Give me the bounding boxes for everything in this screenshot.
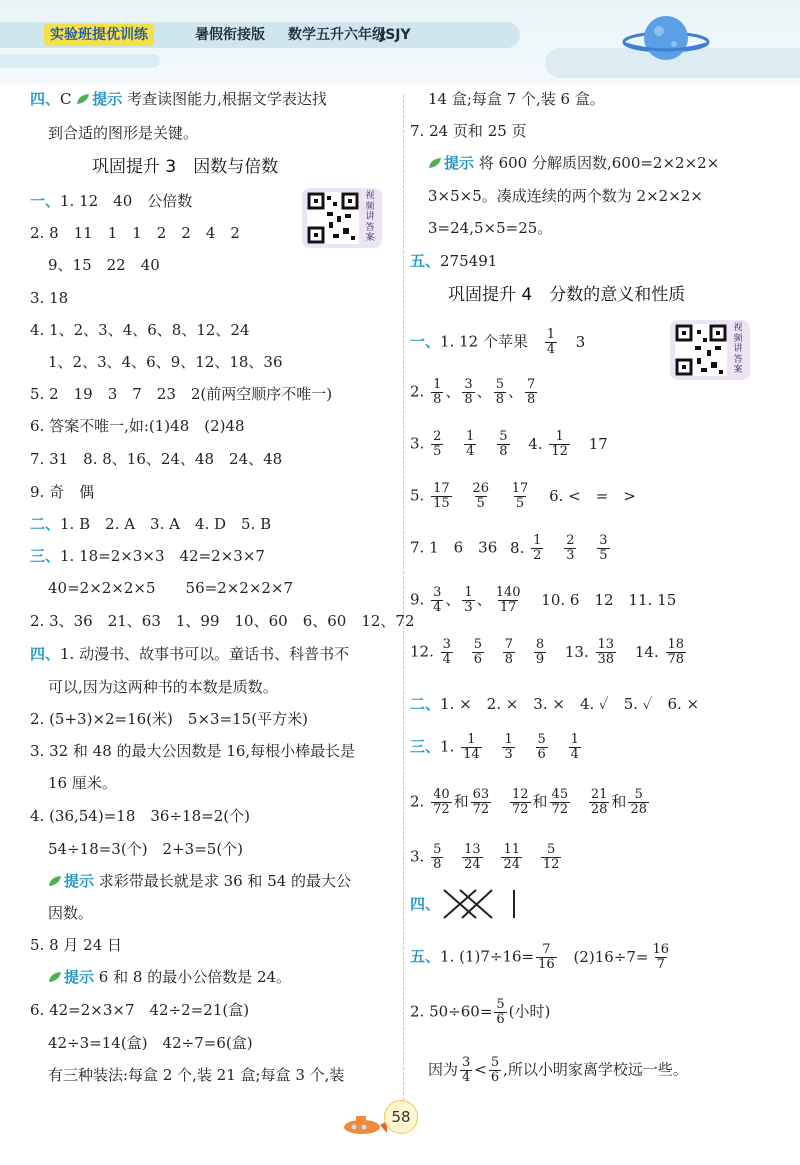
section-marker: 二、 (30, 515, 61, 533)
fraction: $\frac{1}{3}$ (504, 732, 513, 762)
edition-label: 暑假衔接版 (195, 27, 265, 43)
section-marker: 一、 (30, 192, 61, 210)
section-marker: 四、 (410, 895, 441, 913)
fraction: $\frac{5}{8}$ (495, 377, 504, 407)
tip-line (428, 152, 719, 174)
fraction: $\frac{45}{72}$ (551, 787, 569, 817)
answer-line: 有三种装法:每盒 2 个,装 21 盒;每盒 3 个,装 (48, 1066, 345, 1084)
answer-line (410, 893, 440, 915)
section-marker: 五、 (410, 252, 441, 270)
answer-text: 4. (528, 434, 543, 453)
tip-content: 6 和 8 的最小公倍数是 24。 (98, 968, 292, 986)
matching-lines-diagram (440, 886, 520, 922)
tip-content: 将 600 分解质因数,600=2×2×2× (478, 154, 720, 172)
fraction: $\frac{1}{4}$ (570, 732, 579, 762)
answer-line: 6. 答案不唯一,如:(1)48 (2)48 (30, 417, 245, 435)
fraction: $\frac{7}{16}$ (538, 942, 555, 972)
qr-label: 视频讲答案 (733, 323, 743, 375)
fraction: $\frac{5}{6}$ (496, 997, 505, 1027)
tip-line (48, 870, 351, 892)
fraction: $\frac{1}{4}$ (466, 429, 475, 459)
answer-line (410, 482, 636, 511)
fraction: $\frac{3}{4}$ (442, 637, 451, 667)
section-marker: 五、 (410, 947, 441, 966)
qr-code-block[interactable] (302, 188, 382, 248)
answer-line (30, 513, 271, 535)
section-title: 巩固提升 3 因数与倍数 (92, 157, 279, 177)
fraction: $\frac{17}{5}$ (511, 481, 529, 511)
answer-line: 2. 8 11 1 1 2 2 4 2 (30, 224, 240, 242)
answer-line: 4. 1、2、3、4、6、8、12、24 (30, 321, 250, 339)
brand-label: 实验班提优训练 (44, 24, 154, 46)
fraction: $\frac{5}{28}$ (630, 787, 647, 817)
answer-line: 7. 31 8. 8、16、24、48 24、48 (30, 450, 283, 468)
tip-content: 3=24,5×5=25。 (428, 219, 553, 237)
answer-text: 1. 12 个苹果 (440, 332, 528, 351)
answer-text: 17 (588, 434, 608, 453)
answer-text: 1. 18=2×3×3 42=2×3×7 (60, 547, 265, 565)
fraction: $\frac{13}{38}$ (597, 637, 615, 667)
tip-text: 提示 (444, 154, 475, 172)
section-marker: 四、 (30, 90, 61, 108)
fraction: $\frac{1}{4}$ (546, 327, 556, 357)
answer-line (410, 843, 563, 872)
answer-text: 1. 动漫书、故事书可以。童话书、科普书不 (60, 645, 350, 663)
answer-line (410, 943, 673, 972)
tip-label (48, 968, 94, 986)
answer-text: ,所以小明家离学校远一些。 (503, 1060, 688, 1079)
answer-text: 6. < = > (549, 486, 636, 505)
page-header (0, 0, 800, 84)
answer-line (410, 328, 585, 357)
answer-line: 3. 32 和 48 的最大公因数是 16,每根小棒最长是 (30, 742, 356, 760)
answer-line (428, 1056, 688, 1085)
answer-text: 1. B 2. A 3. A 4. D 5. B (60, 515, 272, 533)
answer-line: 1、2、3、4、6、9、12、18、36 (48, 353, 283, 371)
fraction: $\frac{40}{72}$ (433, 787, 450, 817)
answer-line: 9. $\frac{3}{4}$ 、 $\frac{1}{3}$ 、 $\frac{140}{17}$ 10. 6 12 11. 15 (410, 585, 677, 615)
fraction: $\frac{1}{2}$ (533, 533, 542, 563)
answer-line (410, 788, 651, 817)
answer-text: 13. (564, 642, 589, 661)
answer-text: < (474, 1060, 487, 1079)
fraction: $\frac{7}{8}$ (526, 377, 536, 407)
qr-code-icon[interactable] (307, 192, 359, 244)
answer-line (30, 88, 327, 110)
answer-text: 因为 (428, 1060, 459, 1079)
answer-line (30, 545, 265, 567)
fraction: $\frac{5}{6}$ (490, 1055, 500, 1085)
fraction: $\frac{2}{5}$ (433, 429, 442, 459)
answer-text: 3 (575, 332, 586, 351)
answer-text: 14. (634, 642, 659, 661)
section-marker: 三、 (30, 547, 61, 565)
answer-line: 9、15 22 40 (48, 256, 160, 274)
fraction: $\frac{18}{78}$ (667, 637, 685, 667)
tip-label (76, 90, 122, 108)
fraction: $\frac{2}{3}$ (566, 533, 575, 563)
section-marker: 一、 (410, 332, 441, 351)
tip-line (48, 966, 291, 988)
fraction: $\frac{5}{8}$ (433, 842, 442, 872)
fraction: $\frac{16}{7}$ (652, 942, 670, 972)
answer-line: 6. 42=2×3×7 42÷2=21(盒) (30, 1001, 250, 1019)
answer-text: (小时) (508, 1002, 551, 1021)
fraction: $\frac{5}{6}$ (473, 637, 482, 667)
answer-text: 1. (440, 737, 455, 756)
connector-text: 和 (611, 792, 627, 811)
leaf-icon (48, 971, 62, 983)
leaf-icon (48, 875, 62, 887)
tip-text: 提示 (64, 968, 95, 986)
answer-text: 1. 12 40 公倍数 (60, 192, 193, 210)
answer-line: 16 厘米。 (48, 774, 117, 792)
answer-text: 12. (410, 642, 434, 661)
tip-text: 提示 (64, 872, 95, 890)
fraction: $\frac{26}{5}$ (472, 481, 489, 511)
leaf-icon (76, 93, 90, 105)
answer-line: 42÷3=14(盒) 42÷7=6(盒) (48, 1034, 253, 1052)
fraction: $\frac{21}{28}$ (590, 787, 608, 817)
answer-line: 5. 8 月 24 日 (30, 936, 123, 954)
answer-line (410, 693, 699, 715)
answer-text: 1. (1)7÷16= (440, 947, 535, 966)
answer-text: 10. 6 12 11. 15 (541, 590, 677, 609)
fraction: $\frac{5}{8}$ (499, 429, 508, 459)
answer-line: 3. 18 (30, 289, 69, 307)
tip-label (428, 154, 474, 172)
answer-line: 2. 3、36 21、63 1、99 10、60 6、60 12、72 (30, 612, 415, 630)
fraction: $\frac{17}{15}$ (433, 481, 450, 511)
tip-content: 到合适的图形是关键。 (48, 124, 199, 142)
fraction: $\frac{63}{72}$ (472, 787, 490, 817)
answer-line: 7. 24 页和 25 页 (410, 122, 527, 140)
fraction: $\frac{140}{17}$ (495, 585, 521, 615)
answer-line (30, 190, 192, 212)
qr-code-block[interactable] (670, 320, 750, 380)
answer-text: C (60, 90, 72, 108)
answer-line: 可以,因为这两种书的本数是质数。 (48, 678, 278, 696)
section-marker: 四、 (30, 645, 61, 663)
answer-line: 4. (36,54)=18 36÷18=2(个) (30, 807, 250, 825)
answer-line (410, 250, 497, 272)
section-marker: 二、 (410, 695, 441, 713)
answer-text: 2. (410, 792, 425, 811)
answer-line: 2. $\frac{1}{8}$ 、 $\frac{3}{8}$ 、 $\frac{5}{8}$ 、 $\frac{7}{8}$ (410, 377, 536, 407)
fraction: $\frac{11}{24}$ (503, 842, 521, 872)
fraction: $\frac{3}{4}$ (462, 1055, 471, 1085)
fraction: $\frac{1}{12}$ (551, 429, 568, 459)
answer-line (410, 534, 612, 563)
subject-label: 数学五升六年级 (288, 27, 386, 43)
answer-text: 9. (410, 590, 425, 609)
answer-text: (2)16÷7= (573, 947, 649, 966)
answer-line: 40=2×2×2×5 56=2×2×2×7 (48, 579, 294, 597)
connector-text: 和 (532, 792, 548, 811)
answer-line: 9. 奇 偶 (30, 483, 95, 501)
tip-content: 3×5×5。凑成连续的两个数为 2×2×2× (428, 187, 703, 205)
answer-text: 3. (410, 847, 425, 866)
fraction: $\frac{5}{6}$ (537, 732, 546, 762)
tip-label (48, 872, 94, 890)
answer-text: 8. (510, 538, 525, 557)
answer-line (410, 430, 608, 459)
answer-text: 7. 1 6 36 (410, 538, 498, 557)
answer-text: 3. (410, 434, 425, 453)
header-band-small (0, 54, 160, 68)
page-number: 58 (384, 1100, 418, 1134)
answer-text: 5. (410, 486, 425, 505)
fraction: $\frac{1}{14}$ (463, 732, 480, 762)
fraction: $\frac{12}{72}$ (511, 787, 529, 817)
fraction: $\frac{8}{9}$ (535, 637, 545, 667)
answer-text: 2. (410, 382, 425, 401)
answer-line: 5. 2 19 3 7 23 2(前两空顺序不唯一) (30, 385, 333, 403)
fraction: $\frac{13}{24}$ (464, 842, 481, 872)
answer-line (410, 998, 550, 1027)
tip-content: 求彩带最长就是求 36 和 54 的最大公 (98, 872, 352, 890)
tip-content: 因数。 (48, 904, 94, 922)
answer-text: 1. × 2. × 3. × 4. ✓ 5. ✓ 6. × (440, 695, 700, 713)
connector-text: 和 (453, 792, 469, 811)
column-divider (403, 95, 404, 1105)
fraction: $\frac{1}{3}$ (464, 585, 473, 615)
tip-content: 考查读图能力,根据文学表达找 (127, 90, 327, 108)
answer-text: 275491 (440, 252, 498, 270)
answer-line: 2. (5+3)×2=16(米) 5×3=15(平方米) (30, 710, 308, 728)
fraction: $\frac{7}{8}$ (504, 637, 514, 667)
answer-line (410, 733, 583, 762)
answer-line: 14 盒;每盒 7 个,装 6 盒。 (428, 90, 605, 108)
fraction: $\frac{5}{12}$ (542, 842, 560, 872)
answer-text: 2. 50÷60= (410, 1002, 493, 1021)
fraction: $\frac{3}{8}$ (464, 377, 473, 407)
fraction: $\frac{3}{5}$ (599, 533, 608, 563)
leaf-icon (428, 157, 442, 169)
fraction: $\frac{1}{8}$ (433, 377, 442, 407)
fraction: $\frac{3}{4}$ (433, 585, 442, 615)
answer-line (30, 643, 349, 665)
submarine-icon (340, 1112, 388, 1136)
answer-line: 54÷18=3(个) 2+3=5(个) (48, 840, 244, 858)
section-title: 巩固提升 4 分数的意义和性质 (448, 285, 686, 305)
qr-label: 视频讲答案 (365, 191, 375, 243)
publisher-code: JSJY (380, 27, 411, 43)
planet-illustration (622, 4, 710, 72)
qr-code-icon[interactable] (675, 324, 727, 376)
section-marker: 三、 (410, 737, 441, 756)
answer-line (410, 638, 688, 667)
tip-text: 提示 (92, 90, 123, 108)
